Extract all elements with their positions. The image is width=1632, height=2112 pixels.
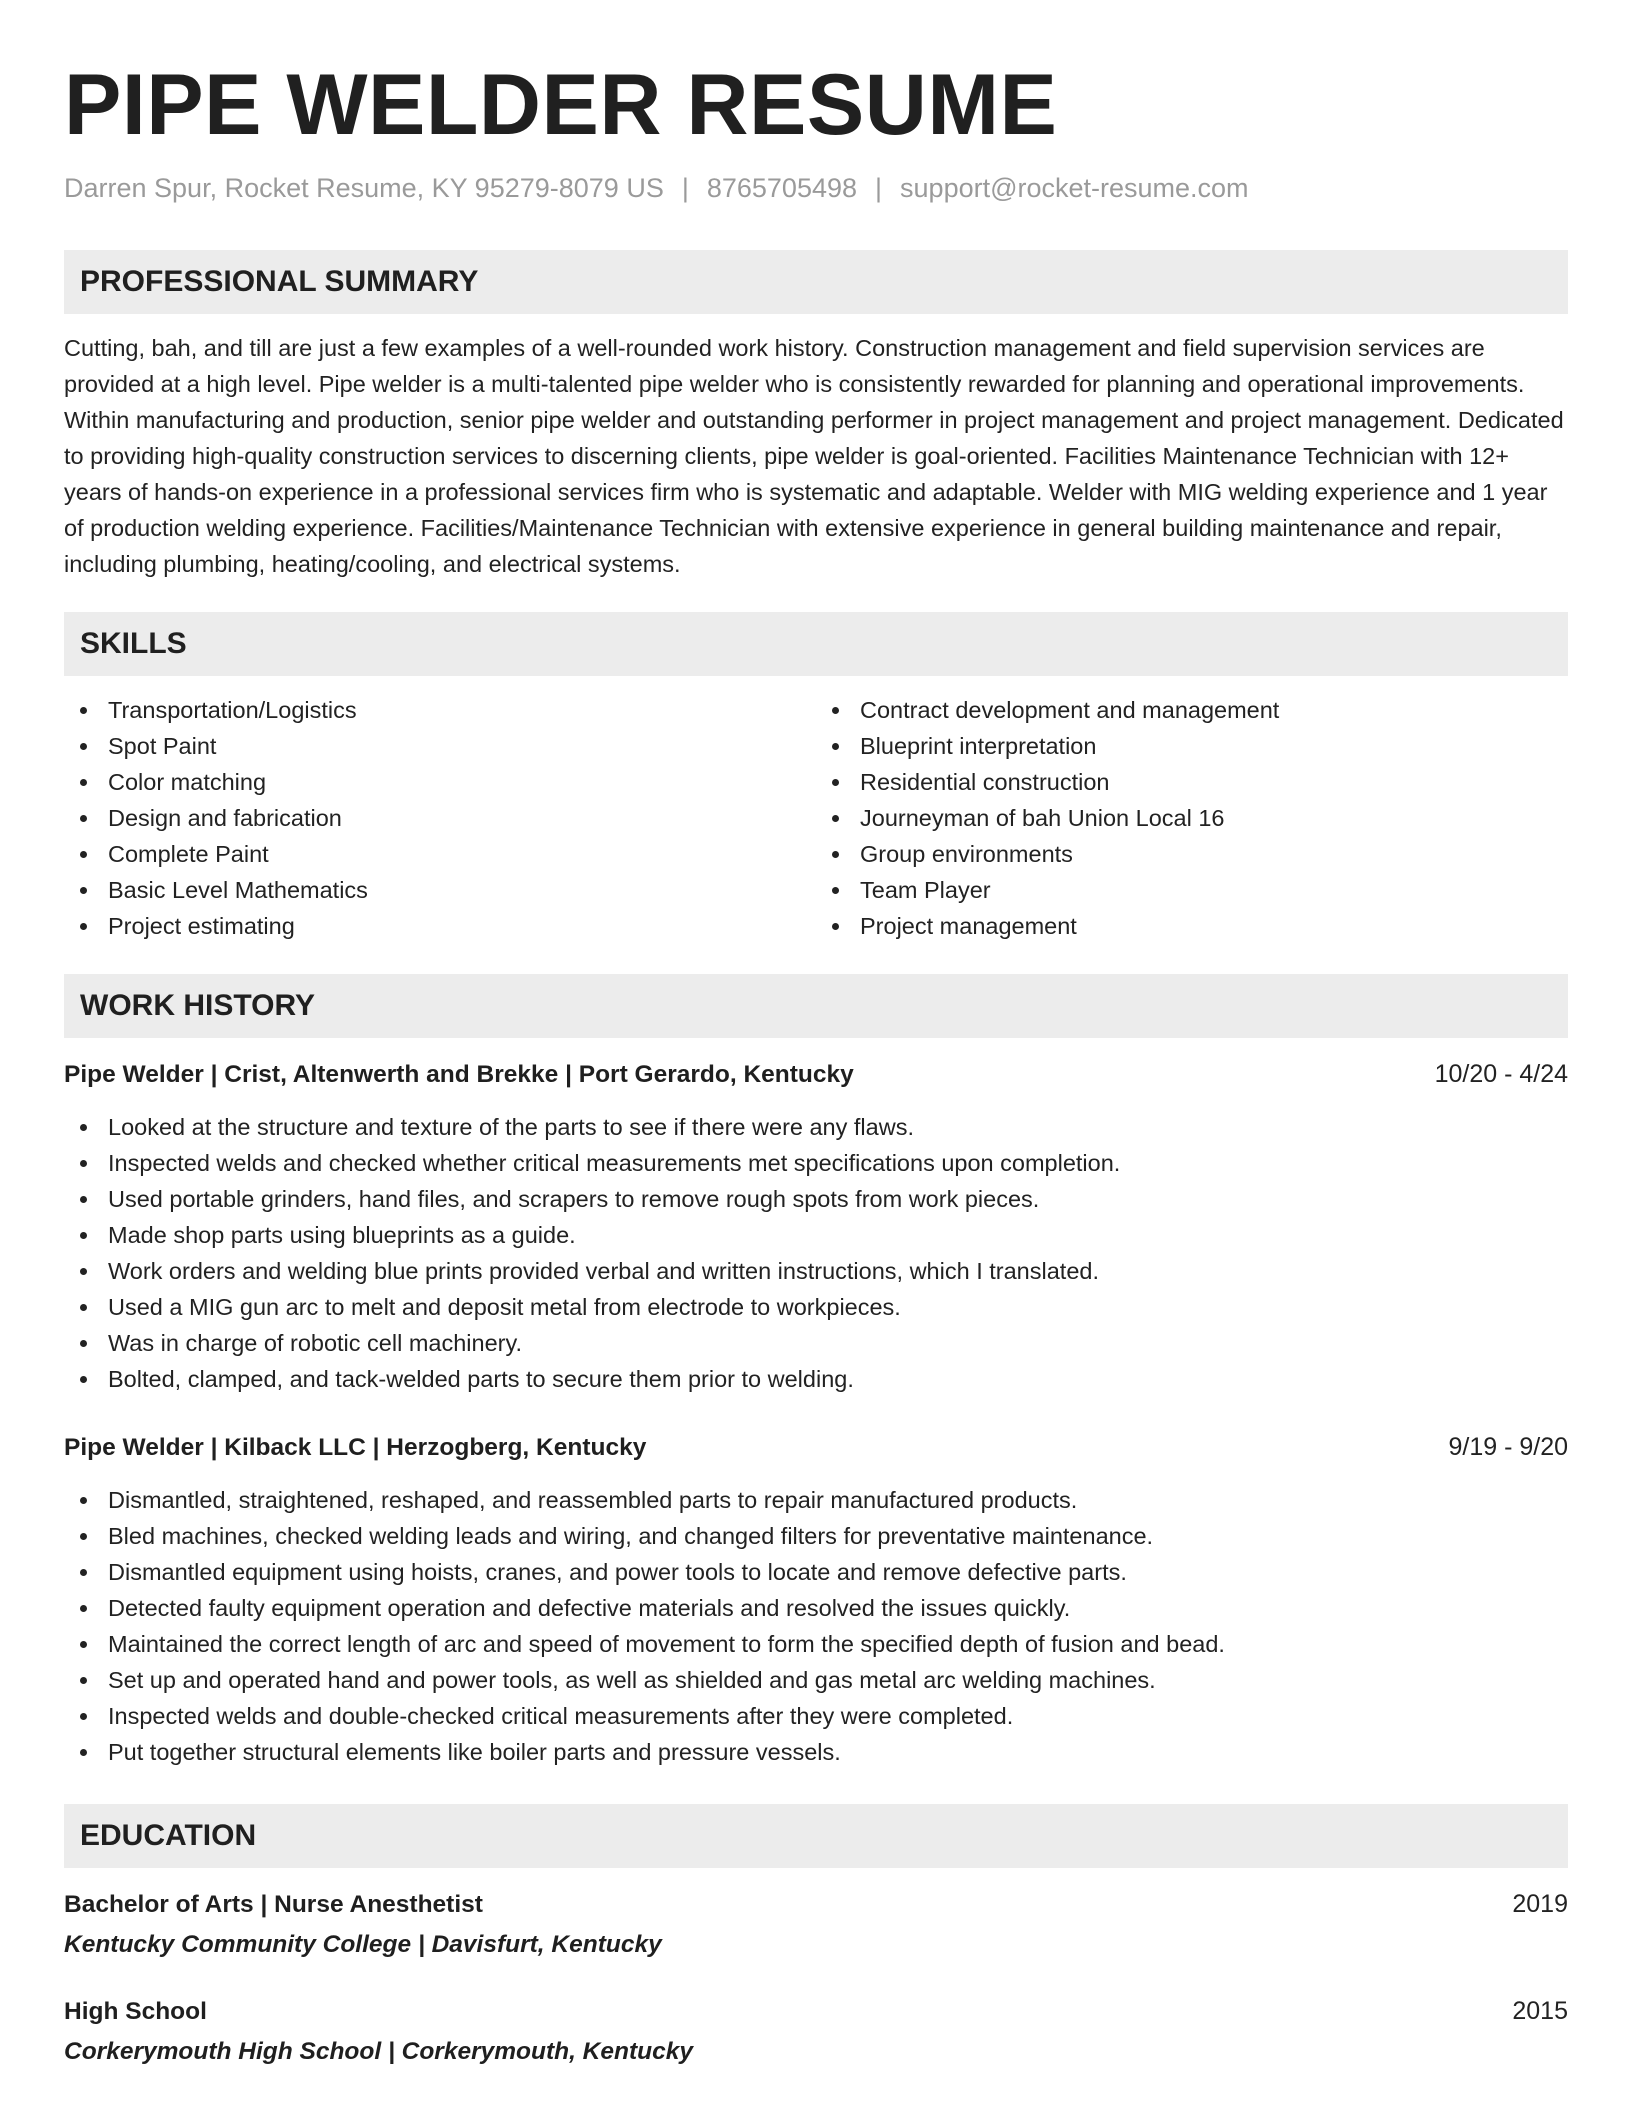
skill-item: Residential construction — [816, 764, 1568, 800]
skill-item: Contract development and management — [816, 692, 1568, 728]
job-bullet-list — [64, 1482, 1568, 1770]
job-bullet-list — [64, 1109, 1568, 1397]
contact-email: support@rocket-resume.com — [900, 173, 1249, 203]
skill-item: Color matching — [64, 764, 816, 800]
job-bullet: Maintained the correct length of arc and speed of movement to form the specified depth of fusion and bead. — [64, 1626, 1568, 1662]
skill-item: Project management — [816, 908, 1568, 944]
job-bullet: Used a MIG gun arc to melt and deposit metal from electrode to workpieces. — [64, 1289, 1568, 1325]
education-degree: High School — [64, 1998, 207, 2026]
contact-address: Darren Spur, Rocket Resume, KY 95279-8079 US — [64, 173, 664, 203]
job-bullet: Bolted, clamped, and tack-welded parts to secure them prior to welding. — [64, 1361, 1568, 1397]
section-heading-work-history: WORK HISTORY — [64, 974, 1568, 1038]
skills-list — [64, 692, 1568, 944]
resume-title: PIPE WELDER RESUME — [64, 57, 1058, 153]
education-year: 2019 — [1512, 1890, 1568, 1919]
contact-separator: | — [681, 173, 689, 203]
skill-item: Basic Level Mathematics — [64, 872, 816, 908]
education-header — [64, 1886, 1568, 1923]
job-bullet: Put together structural elements like boiler parts and pressure vessels. — [64, 1734, 1568, 1770]
job-bullet: Bled machines, checked welding leads and wiring, and changed filters for preventative maintenance. — [64, 1518, 1568, 1554]
skill-item: Blueprint interpretation — [816, 728, 1568, 764]
job-bullet: Looked at the structure and texture of the parts to see if there were any flaws. — [64, 1109, 1568, 1145]
skills-column-left — [64, 692, 816, 944]
job-bullet: Made shop parts using blueprints as a guide. — [64, 1217, 1568, 1253]
job-title: Pipe Welder | Crist, Altenwerth and Brekke | Port Gerardo, Kentucky — [64, 1061, 854, 1089]
skill-item: Design and fabrication — [64, 800, 816, 836]
job-bullet: Used portable grinders, hand files, and scrapers to remove rough spots from work pieces. — [64, 1181, 1568, 1217]
job-header — [64, 1056, 1568, 1093]
skill-item: Project estimating — [64, 908, 816, 944]
contact-separator: | — [875, 173, 883, 203]
job-bullet: Set up and operated hand and power tools, as well as shielded and gas metal arc welding machines. — [64, 1662, 1568, 1698]
job-entry — [64, 1429, 1568, 1770]
job-dates: 9/19 - 9/20 — [1448, 1433, 1568, 1462]
contact-line — [64, 172, 1568, 204]
education-entry — [64, 1993, 1568, 2070]
section-heading-summary: PROFESSIONAL SUMMARY — [64, 250, 1568, 314]
job-bullet: Work orders and welding blue prints provided verbal and written instructions, which I translated. — [64, 1253, 1568, 1289]
skill-item: Transportation/Logistics — [64, 692, 816, 728]
job-header — [64, 1429, 1568, 1466]
job-entry — [64, 1056, 1568, 1397]
job-bullet: Inspected welds and checked whether critical measurements met specifications upon completion. — [64, 1145, 1568, 1181]
skill-item: Team Player — [816, 872, 1568, 908]
job-bullet: Detected faulty equipment operation and defective materials and resolved the issues quickly. — [64, 1590, 1568, 1626]
skills-column-right — [816, 692, 1568, 944]
job-bullet: Dismantled equipment using hoists, cranes, and power tools to locate and remove defective parts. — [64, 1554, 1568, 1590]
education-school: Kentucky Community College | Davisfurt, Kentucky — [64, 1931, 662, 1959]
skill-item: Complete Paint — [64, 836, 816, 872]
job-title: Pipe Welder | Kilback LLC | Herzogberg, Kentucky — [64, 1434, 647, 1462]
education-header — [64, 1993, 1568, 2030]
section-heading-education: EDUCATION — [64, 1804, 1568, 1868]
skill-item: Journeyman of bah Union Local 16 — [816, 800, 1568, 836]
contact-phone: 8765705498 — [706, 173, 858, 203]
job-dates: 10/20 - 4/24 — [1434, 1060, 1568, 1089]
job-bullet: Dismantled, straightened, reshaped, and reassembled parts to repair manufactured products. — [64, 1482, 1568, 1518]
education-school: Corkerymouth High School | Corkerymouth, Kentucky — [64, 2038, 693, 2066]
skill-item: Spot Paint — [64, 728, 816, 764]
job-bullet: Inspected welds and double-checked critical measurements after they were completed. — [64, 1698, 1568, 1734]
education-degree: Bachelor of Arts | Nurse Anesthetist — [64, 1891, 483, 1919]
skill-item: Group environments — [816, 836, 1568, 872]
section-heading-skills: SKILLS — [64, 612, 1568, 676]
education-year: 2015 — [1512, 1997, 1568, 2026]
job-bullet: Was in charge of robotic cell machinery. — [64, 1325, 1568, 1361]
summary-text: Cutting, bah, and till are just a few examples of a well-rounded work history. Construction management and field supervision services are provided at a high level. Pipe welder is a multi-talented pipe welder who is consistently rewarded for planning and operational improvements. Within manufacturing and production, senior pipe welder and outstanding performer in project management and project management. Dedicated to providing high-quality construction services to discerning clients, pipe welder is goal-oriented. Facilities Maintenance Technician with 12+ years of hands-on experience in a professional services firm who is systematic and adaptable. Welder with MIG welding experience and 1 year of production welding experience. Facilities/Maintenance Technician with extensive experience in general building maintenance and repair, including plumbing, heating/cooling, and electrical systems. — [64, 335, 1564, 578]
education-entry — [64, 1886, 1568, 1963]
